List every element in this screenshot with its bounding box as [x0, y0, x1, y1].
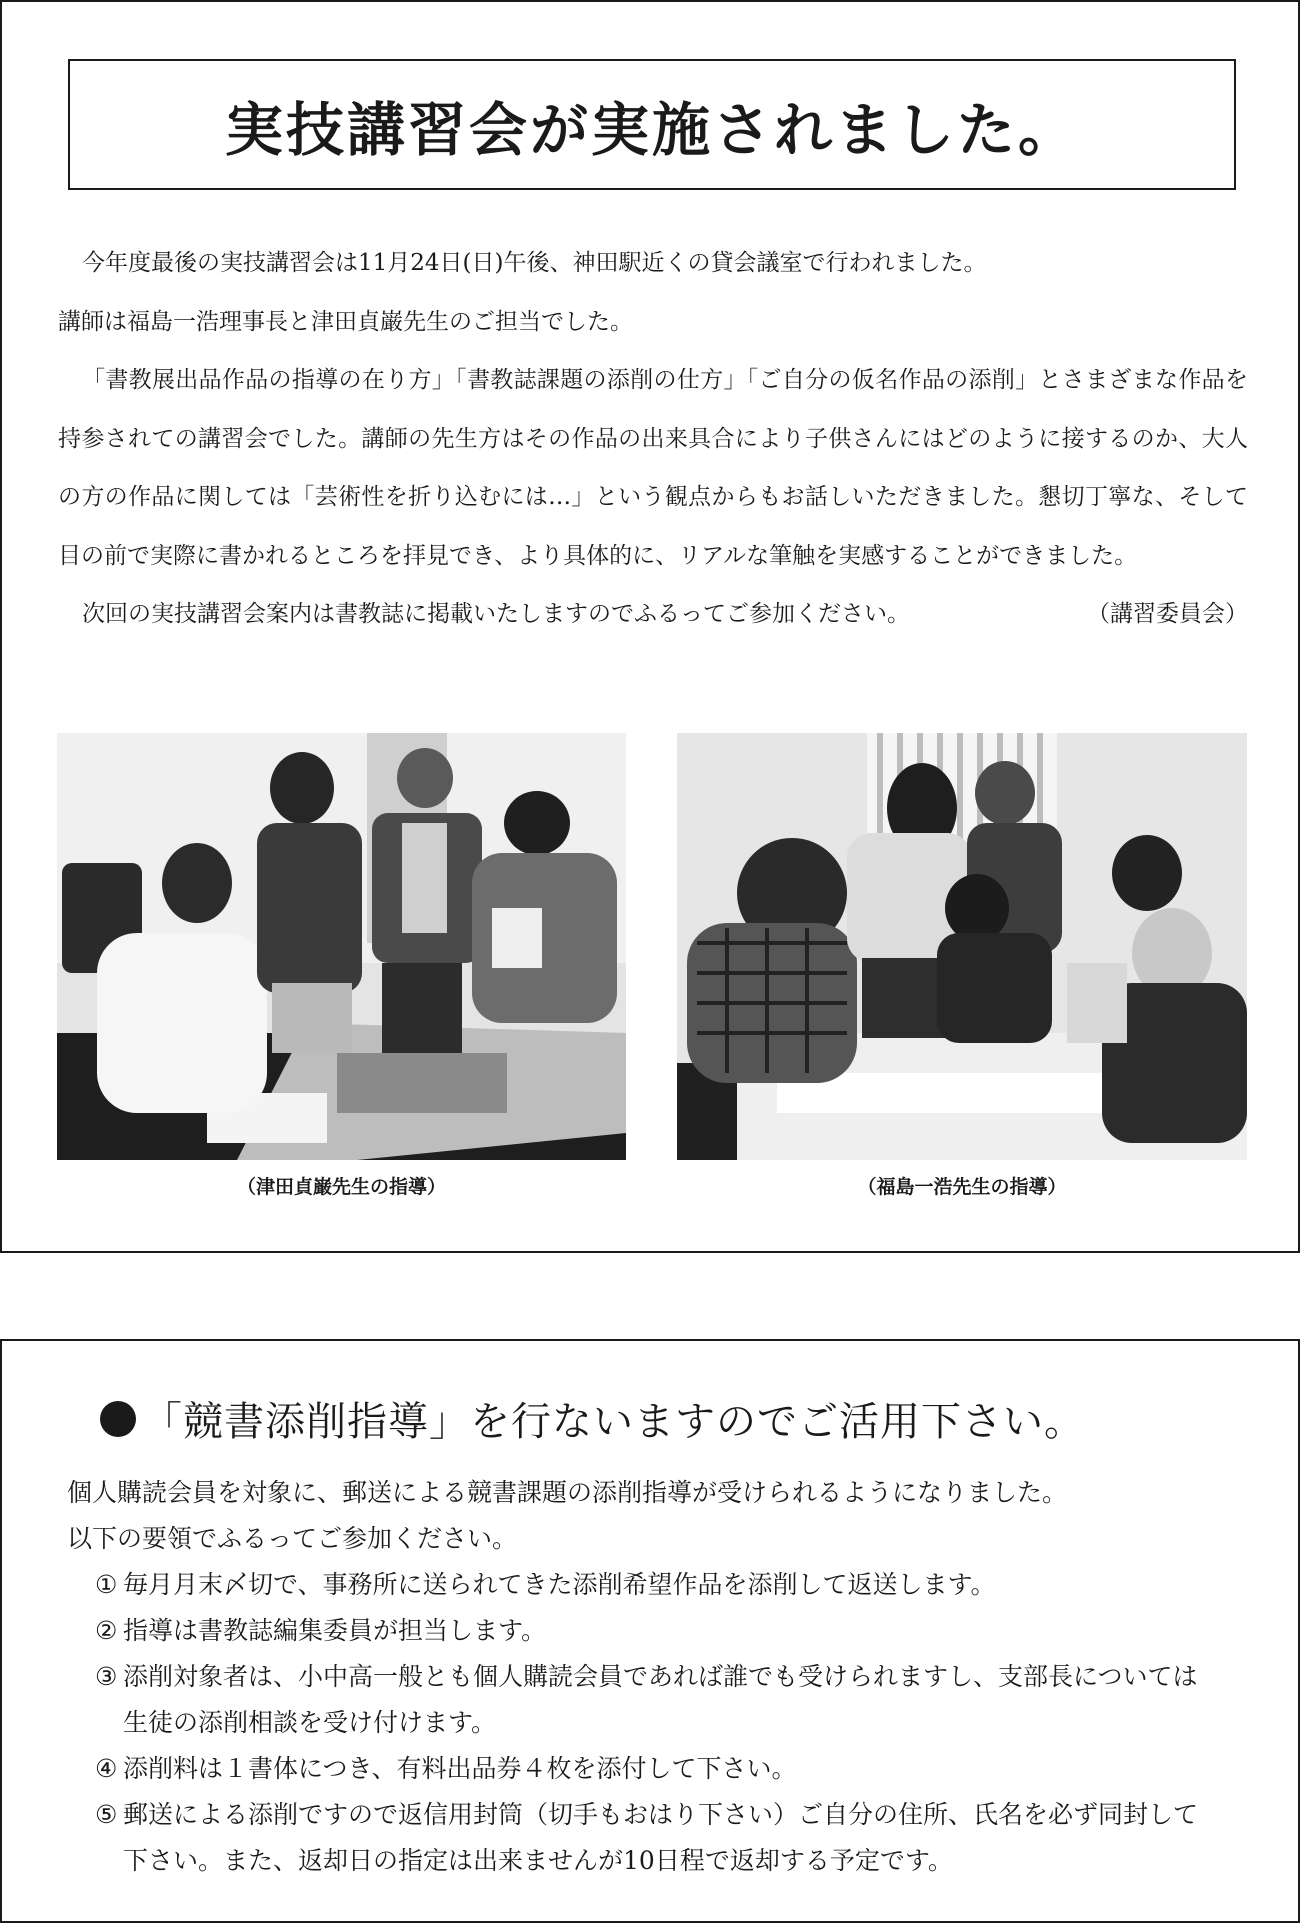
step-text: 添削対象者は、小中高一般とも個人購読会員であれば誰でも受けられますし、支部長については生徒の添削相談を受け付けます。	[123, 1662, 1198, 1737]
list-item	[67, 1562, 1247, 1608]
step-number: ②	[95, 1616, 118, 1645]
step-text: 郵送による添削ですので返信用封筒（切手もおはり下さい）ご自分の住所、氏名を必ず同封して下さい。また、返却日の指定は出来ませんが10日程で返却する予定です。	[123, 1800, 1199, 1875]
closing-text: 次回の実技講習会案内は書教誌に掲載いたしますのでふるってご参加ください。	[82, 601, 910, 627]
list-item	[67, 1608, 1247, 1654]
step-text: 添削料は１書体につき、有料出品券４枚を添付して下さい。	[123, 1754, 797, 1783]
article-paragraph: 「書教展出品作品の指導の在り方」「書教誌課題の添削の仕方」「ご自分の仮名作品の添削」とさまざまな作品を持参されての講習会でした。講師の先生方はその作品の出来具合により子供さんにはどのように接するのか、大人の方の作品に関しては「芸術性を折り込むには…」という観点からもお話しいただきました。懇切丁寧な、そして目の前で実際に書かれるところを拝見でき、より具体的に、リアルな筆触を実感することができました。	[58, 367, 1249, 569]
list-item	[67, 1792, 1247, 1884]
photo-fukushima-image	[677, 733, 1247, 1160]
notice-intro-line: 以下の要領でふるってご参加ください。	[67, 1524, 518, 1553]
photo-caption-right: （福島一浩先生の指導）	[857, 1176, 1067, 1198]
step-text: 指導は書教誌編集委員が担当します。	[123, 1616, 547, 1645]
step-number: ①	[95, 1570, 118, 1599]
article-closing	[58, 585, 1248, 644]
list-item	[67, 1746, 1247, 1792]
step-number: ③	[95, 1662, 118, 1691]
step-number: ⑤	[95, 1800, 118, 1829]
notice-heading-text: 「競書添削指導」を行ないますのでご活用下さい。	[142, 1399, 1085, 1445]
notice-intro-line: 個人購読会員を対象に、郵送による競書課題の添削指導が受けられるようになりました。	[67, 1478, 1068, 1507]
article-body	[58, 234, 1248, 644]
article-title: 実技講習会が実施されました。	[224, 95, 1079, 164]
article-title-box	[68, 59, 1236, 190]
photo-tsuda-image	[57, 733, 626, 1160]
photo-fukushima-guidance	[677, 733, 1247, 1160]
article-paragraph: 今年度最後の実技講習会は11月24日(日)午後、神田駅近くの貸会議室で行われました。	[82, 250, 987, 276]
step-number: ④	[95, 1754, 118, 1783]
article-paragraph: 講師は福島一浩理事長と津田貞巌先生のご担当でした。	[58, 308, 633, 335]
photo-caption-left: （津田貞巌先生の指導）	[236, 1176, 446, 1198]
signature: （講習委員会）	[1087, 601, 1248, 627]
bullet-circle-icon	[100, 1401, 136, 1437]
notice-steps-list	[67, 1562, 1247, 1884]
list-item	[67, 1654, 1247, 1746]
notice-heading	[100, 1390, 1250, 1447]
photo-tsuda-guidance	[57, 733, 626, 1160]
step-text: 毎月月末〆切で、事務所に送られてきた添削希望作品を添削して返送します。	[123, 1570, 996, 1599]
notice-body	[67, 1470, 1247, 1884]
